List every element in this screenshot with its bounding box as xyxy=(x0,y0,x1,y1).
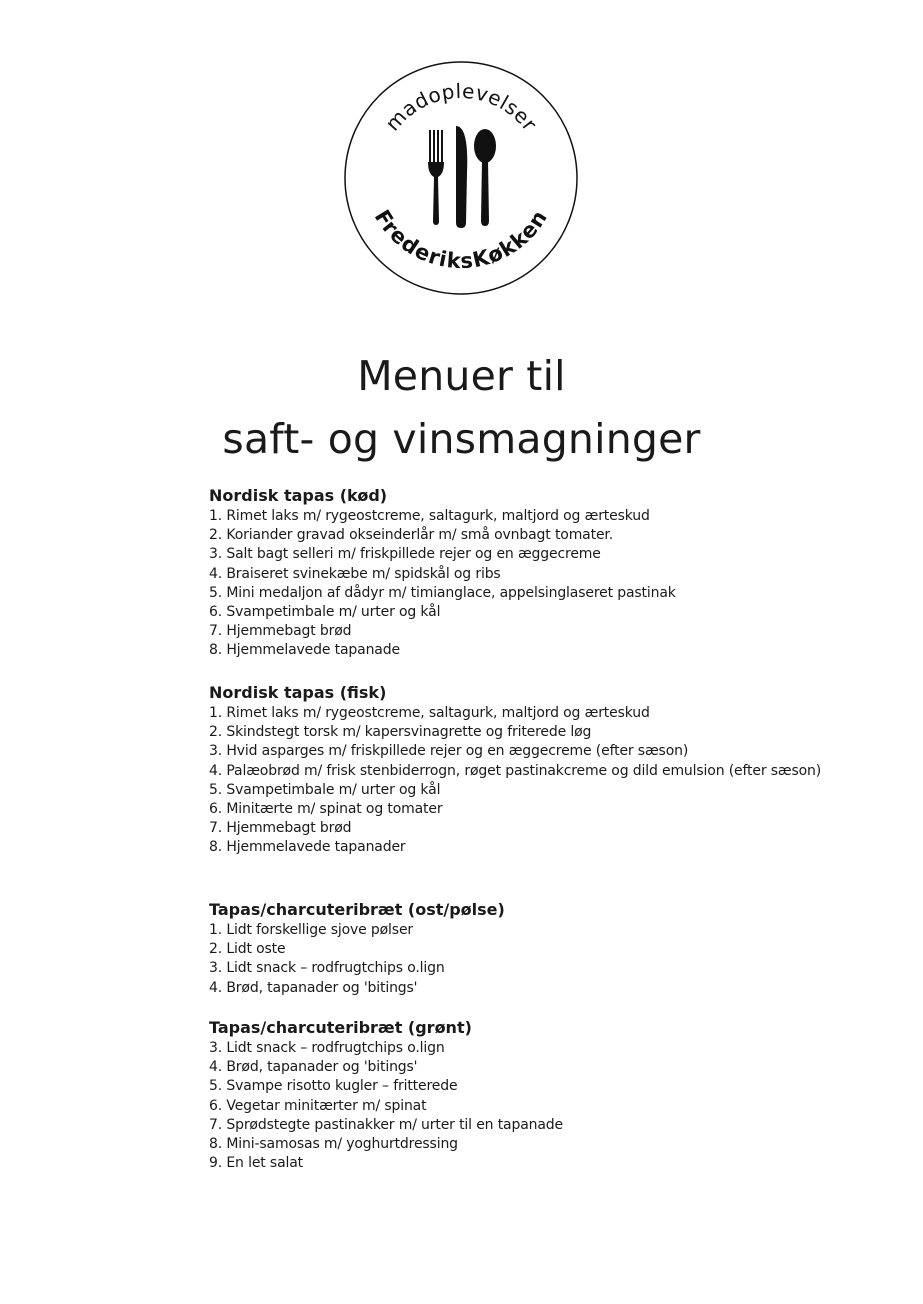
menu-item: 8. Hjemmelavede tapanade xyxy=(209,642,400,659)
menu-item: 7. Hjemmebagt brød xyxy=(209,820,352,837)
spoon-icon xyxy=(474,129,496,226)
menu-list xyxy=(209,921,909,998)
menu-item: 6. Vegetar minitærter m/ spinat xyxy=(209,1097,427,1114)
menu-item: 4. Brød, tapanader og 'bitings' xyxy=(209,1059,418,1076)
menu-item: 3. Hvid asparges m/ friskpillede rejer og en æggecreme (efter sæson) xyxy=(209,743,689,760)
menu-section-nordisk-kod xyxy=(209,486,909,661)
menu-item: 2. Skindstegt torsk m/ kapersvinagrette og friterede løg xyxy=(209,724,592,741)
fork-icon xyxy=(428,130,444,225)
menu-item: 5. Svampetimbale m/ urter og kål xyxy=(209,781,441,798)
knife-icon xyxy=(456,126,467,228)
menu-item: 2. Koriander gravad okseinderlår m/ små ovnbagt tomater. xyxy=(209,527,614,544)
menu-item: 4. Braiseret svinekæbe m/ spidskål og ribs xyxy=(209,565,501,582)
menu-item: 1. Rimet laks m/ rygeostcreme, saltagurk, maltjord og ærteskud xyxy=(209,508,650,524)
menu-item: 2. Lidt oste xyxy=(209,941,286,958)
menu-item: 4. Brød, tapanader og 'bitings' xyxy=(209,979,418,996)
menu-list xyxy=(209,704,909,858)
page-title-line-2: saft- og vinsmagninger xyxy=(222,415,701,463)
menu-item: 1. Rimet laks m/ rygeostcreme, saltagurk, maltjord og ærteskud xyxy=(209,705,650,721)
menu-section-charcuteri-gront xyxy=(209,1018,909,1173)
section-heading: Tapas/charcuteribræt (ost/pølse) xyxy=(209,900,505,919)
page-title-line-1: Menuer til xyxy=(357,352,566,400)
logo-bottom-text: FrederiksKøkken xyxy=(369,205,553,274)
section-heading: Tapas/charcuteribræt (grønt) xyxy=(209,1018,472,1037)
menu-section-nordisk-fisk xyxy=(209,683,909,858)
menu-item: 5. Mini medaljon af dådyr m/ timianglace, appelsinglaseret pastinak xyxy=(209,584,676,601)
menu-item: 3. Salt bagt selleri m/ friskpillede rejer og en æggecreme xyxy=(209,546,601,563)
section-heading: Nordisk tapas (kød) xyxy=(209,486,388,505)
logo-top-text: madoplevelser xyxy=(380,78,542,136)
menu-item: 8. Mini-samosas m/ yoghurtdressing xyxy=(209,1135,458,1152)
menu-list xyxy=(209,507,909,661)
menu-item: 9. En let salat xyxy=(209,1155,304,1172)
menu-item: 3. Lidt snack – rodfrugtchips o.lign xyxy=(209,960,445,977)
menu-item: 5. Svampe risotto kugler – fritterede xyxy=(209,1078,458,1095)
menu-item: 8. Hjemmelavede tapanader xyxy=(209,839,406,856)
menu-item: 3. Lidt snack – rodfrugtchips o.lign xyxy=(209,1040,445,1056)
menu-item: 7. Hjemmebagt brød xyxy=(209,623,352,640)
menu-item: 6. Svampetimbale m/ urter og kål xyxy=(209,603,441,620)
menu-item: 6. Minitærte m/ spinat og tomater xyxy=(209,800,443,817)
menu-item: 4. Palæobrød m/ frisk stenbiderrogn, røget pastinakcreme og dild emulsion (efter sæson) xyxy=(209,762,822,779)
menu-item: 1. Lidt forskellige sjove pølser xyxy=(209,922,414,938)
menu-section-charcuteri-ost-polse xyxy=(209,900,909,998)
section-heading: Nordisk tapas (fisk) xyxy=(209,683,387,702)
logo xyxy=(343,58,579,298)
menu-list xyxy=(209,1039,909,1173)
menu-item: 7. Sprødstegte pastinakker m/ urter til en tapanade xyxy=(209,1116,563,1133)
